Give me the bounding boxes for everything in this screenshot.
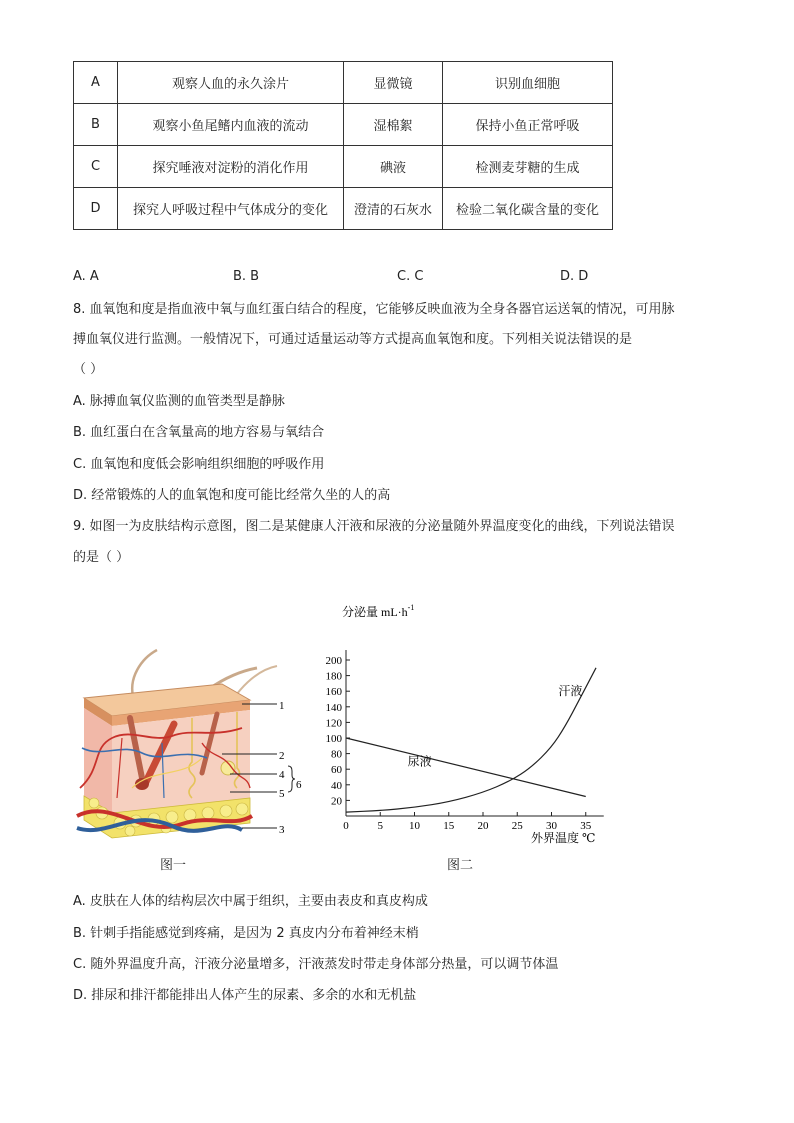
fig1-caption: 图一	[160, 858, 187, 873]
y-tick-label: 200	[325, 655, 342, 667]
table-cell: A	[74, 62, 118, 104]
x-axis-label: 外界温度 ℃	[531, 831, 596, 845]
q7-option-b[interactable]: B. B	[233, 269, 260, 284]
secretion-chart	[318, 596, 618, 848]
x-tick-label: 20	[477, 820, 489, 832]
table-row	[74, 62, 613, 104]
table-cell: 观察人血的永久涂片	[118, 62, 344, 104]
table-cell: 探究人呼吸过程中气体成分的变化	[118, 188, 344, 230]
table-cell: B	[74, 104, 118, 146]
label-1: 1	[279, 700, 285, 712]
table-cell: 碘液	[344, 146, 443, 188]
table-row	[74, 146, 613, 188]
q8-option-b[interactable]: B. 血红蛋白在含氧量高的地方容易与氧结合	[73, 425, 325, 440]
y-tick-label: 100	[325, 733, 342, 745]
q8-stem-line1: 8. 血氧饱和度是指血液中氧与血红蛋白结合的程度，它能够反映血液为全身各器官运送氧的情况，可用脉	[73, 302, 675, 317]
table-cell: 检验二氧化碳含量的变化	[443, 188, 613, 230]
q9-option-a[interactable]: A. 皮肤在人体的结构层次中属于组织，主要由表皮和真皮构成	[73, 894, 428, 909]
q7-option-c[interactable]: C. C	[397, 269, 424, 284]
q9-option-c[interactable]: C. 随外界温度升高，汗液分泌量增多，汗液蒸发时带走身体部分热量，可以调节体温	[73, 957, 559, 972]
x-tick-label: 5	[377, 820, 383, 832]
y-tick-label: 180	[325, 670, 342, 683]
y-tick-label: 80	[331, 748, 342, 761]
q8-option-a[interactable]: A. 脉搏血氧仪监测的血管类型是静脉	[73, 394, 285, 409]
q9-stem-line2: 的是（ ）	[73, 550, 130, 565]
y-tick-label: 120	[325, 717, 342, 730]
q9-option-b[interactable]: B. 针刺手指能感觉到疼痛，是因为 2 真皮内分布着神经末梢	[73, 926, 419, 941]
x-tick-label: 25	[511, 820, 523, 832]
label-3: 3	[279, 824, 285, 836]
x-tick-label: 30	[546, 820, 557, 832]
chart-series	[346, 668, 596, 812]
y-axis-label-text: 分泌量 mL·h	[342, 605, 408, 619]
q8-option-d[interactable]: D. 经常锻炼的人的血氧饱和度可能比经常久坐的人的高	[73, 488, 391, 503]
y-tick-label: 140	[325, 701, 342, 714]
table-row	[74, 188, 613, 230]
y-axis-label-sup: -1	[407, 603, 415, 612]
y-tick-label: 60	[331, 764, 342, 777]
experiment-table	[73, 61, 613, 230]
table-cell: 观察小鱼尾鳍内血液的流动	[118, 104, 344, 146]
y-tick-label: 20	[331, 795, 342, 808]
q8-paren: （ ）	[73, 362, 104, 377]
table-cell: 显微镜	[344, 62, 443, 104]
q7-option-d[interactable]: D. D	[560, 269, 589, 284]
q9-stem-line1: 9. 如图一为皮肤结构示意图，图二是某健康人汗液和尿液的分泌量随外界温度变化的曲线，下列说法错误	[73, 519, 675, 534]
table-cell: 湿棉絮	[344, 104, 443, 146]
fig2-caption: 图二	[447, 858, 474, 873]
chart-axes	[326, 650, 604, 832]
series-line-1	[346, 738, 586, 797]
table-cell: 检测麦芽糖的生成	[443, 146, 613, 188]
label-4: 4	[279, 769, 285, 781]
x-tick-label: 35	[580, 820, 592, 832]
y-tick-label: 40	[331, 779, 342, 792]
q8-stem-line2: 搏血氧仪进行监测。一般情况下，可通过适量运动等方式提高血氧饱和度。下列相关说法错误的是	[73, 332, 633, 347]
label-6: 6	[296, 779, 302, 791]
x-tick-label: 0	[343, 820, 349, 832]
table-cell: D	[74, 188, 118, 230]
table-cell: 探究唾液对淀粉的消化作用	[118, 146, 344, 188]
table-cell: 保持小鱼正常呼吸	[443, 104, 613, 146]
q9-option-d[interactable]: D. 排尿和排汗都能排出人体产生的尿素、多余的水和无机盐	[73, 988, 417, 1003]
x-tick-label: 10	[409, 820, 420, 832]
y-axis-label	[342, 603, 414, 619]
q8-option-c[interactable]: C. 血氧饱和度低会影响组织细胞的呼吸作用	[73, 457, 325, 472]
skin-structure-diagram	[72, 648, 312, 853]
table-cell: 澄清的石灰水	[344, 188, 443, 230]
series-label-1: 尿液	[407, 754, 432, 769]
label-2: 2	[279, 750, 285, 762]
y-tick-label: 160	[325, 686, 342, 699]
label-5: 5	[279, 788, 285, 800]
q7-option-a[interactable]: A. A	[73, 269, 99, 284]
series-label-0: 汗液	[558, 684, 583, 699]
table-row	[74, 104, 613, 146]
table-cell: C	[74, 146, 118, 188]
table-cell: 识别血细胞	[443, 62, 613, 104]
x-tick-label: 15	[443, 820, 455, 832]
